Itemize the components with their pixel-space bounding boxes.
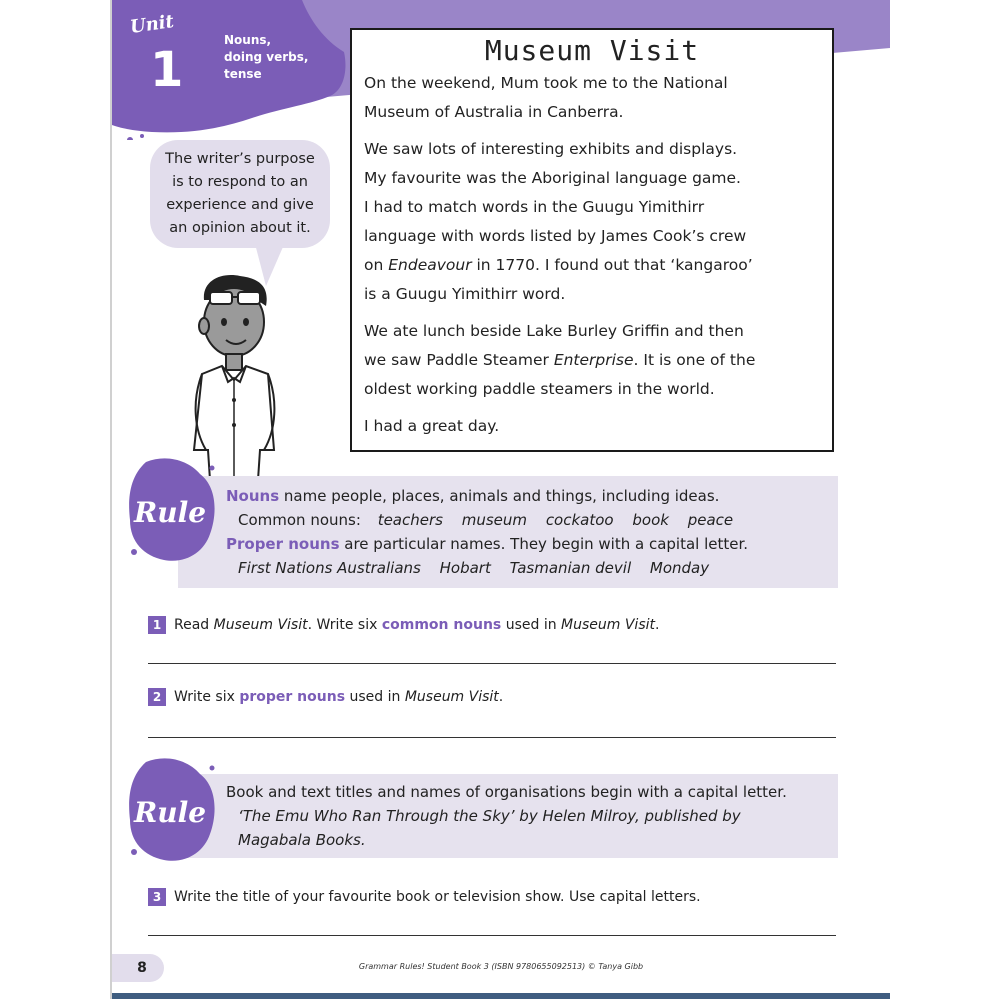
q-part: . [498, 689, 504, 705]
q-part: . [655, 617, 660, 633]
story-line: Museum of Australia in Canberra. [364, 103, 624, 121]
story-line [364, 251, 820, 280]
eye [243, 318, 249, 326]
bubble-line: an opinion about it. [169, 220, 311, 236]
story-text: . It is one of the [633, 351, 756, 369]
question-1 [148, 616, 659, 634]
question-text [174, 689, 503, 705]
q-title-ref: Museum Visit [561, 617, 655, 633]
story-line: I had to match words in the Guugu Yimithirr [364, 198, 705, 216]
ear [199, 318, 209, 334]
story-paragraph [364, 412, 820, 441]
q-part: Read [174, 617, 214, 633]
story-line: is a Guugu Yimithirr word. [364, 285, 566, 303]
story-text: we saw Paddle Steamer [364, 351, 554, 369]
story-box [350, 28, 834, 452]
q-part: . Write six [307, 617, 382, 633]
question-2 [148, 688, 503, 706]
story-paragraph [364, 317, 820, 404]
example-noun: book [632, 511, 669, 529]
speech-bubble [150, 140, 330, 248]
question-text [174, 617, 659, 633]
example-noun: First Nations Australians [238, 559, 421, 577]
rule-badge-label: Rule [133, 496, 207, 529]
story-line: We saw lots of interesting exhibits and displays. [364, 140, 738, 158]
example-noun: teachers [377, 511, 443, 529]
rule-text: are particular names. They begin with a capital letter. [339, 535, 749, 553]
story-line: language with words listed by James Cook’s crew [364, 227, 747, 245]
unit-topics [224, 32, 324, 83]
glasses [210, 292, 232, 304]
q-title-ref: Museum Visit [213, 617, 308, 633]
rule-example [226, 828, 838, 852]
rule-examples-proper [226, 556, 838, 580]
story-paragraph [364, 135, 820, 309]
rule-line [226, 484, 838, 508]
rule-box-titles [178, 774, 838, 858]
unit-topic: doing verbs, [224, 50, 309, 64]
unit-topic: Nouns, [224, 33, 272, 47]
example-noun: peace [687, 511, 734, 529]
story-text: in 1770. I found out that ‘kangaroo’ [471, 256, 753, 274]
example-noun: cockatoo [545, 511, 614, 529]
example-title: ‘The Emu Who Ran Through the Sky’ by Helen Milroy, published by [238, 807, 741, 825]
example-noun: Tasmanian devil [509, 559, 632, 577]
unit-label: Unit [128, 11, 176, 38]
story-line: On the weekend, Mum took me to the National [364, 74, 728, 92]
bubble-line: The writer’s purpose [165, 151, 315, 167]
footer-credit: Grammar Rules! Student Book 3 (ISBN 9780655092513) © Tanya Gibb [358, 962, 644, 971]
example-noun: museum [461, 511, 528, 529]
answer-line-1[interactable] [148, 663, 836, 664]
rule-line [226, 532, 838, 556]
rule-badge [126, 756, 218, 866]
q-part: used in [501, 617, 562, 633]
ship-name: Enterprise [553, 351, 634, 369]
rule-examples-common [226, 508, 838, 532]
bubble-line: is to respond to an [172, 174, 308, 190]
unit-topic: tense [224, 67, 262, 81]
answer-line-3[interactable] [148, 935, 836, 936]
shirt-button [232, 423, 236, 427]
rule-term: Nouns [226, 487, 280, 505]
unit-number: 1 [150, 42, 184, 98]
q-part: used in [345, 689, 405, 705]
workbook-page [112, 0, 890, 995]
story-line: My favourite was the Aboriginal language game. [364, 169, 741, 187]
example-noun: Hobart [439, 559, 491, 577]
question-number: 1 [148, 616, 166, 634]
page-number: 8 [112, 954, 164, 982]
splash-dot [127, 137, 133, 140]
page-bottom-border [112, 993, 890, 999]
q-highlight: common nouns [381, 617, 502, 633]
story-paragraph [364, 69, 820, 127]
q-title-ref: Museum Visit [404, 689, 499, 705]
answer-line-2[interactable] [148, 737, 836, 738]
neck [226, 354, 242, 370]
rule-example [226, 804, 838, 828]
rule-term: Proper nouns [226, 535, 340, 553]
story-title: Museum Visit [484, 34, 700, 67]
rule-badge-label: Rule [133, 796, 207, 829]
question-text: Write the title of your favourite book or television show. Use capital letters. [174, 889, 701, 905]
glasses [238, 292, 260, 304]
question-3 [148, 888, 701, 906]
rule-line: Book and text titles and names of organisations begin with a capital letter. [226, 783, 787, 801]
rule-badge [126, 456, 218, 566]
story-line: We ate lunch beside Lake Burley Griffin and then [364, 322, 744, 340]
rule-label: Common nouns: [238, 511, 361, 529]
story-text: on [364, 256, 389, 274]
example-title: Magabala Books. [238, 831, 366, 849]
story-line: oldest working paddle steamers in the world. [364, 380, 715, 398]
splash-dot [140, 134, 144, 138]
example-noun: Monday [649, 559, 710, 577]
bubble-line: experience and give [166, 197, 314, 213]
rule-text: name people, places, animals and things, including ideas. [279, 487, 720, 505]
q-highlight: proper nouns [239, 689, 346, 705]
q-part: Write six [174, 689, 240, 705]
story-line: I had a great day. [364, 417, 500, 435]
shirt-button [232, 398, 236, 402]
question-number: 2 [148, 688, 166, 706]
story-line [364, 346, 820, 375]
question-number: 3 [148, 888, 166, 906]
eye [221, 318, 227, 326]
boy-character-illustration [182, 270, 292, 480]
ship-name: Endeavour [388, 256, 472, 274]
rule-box-nouns [178, 476, 838, 588]
